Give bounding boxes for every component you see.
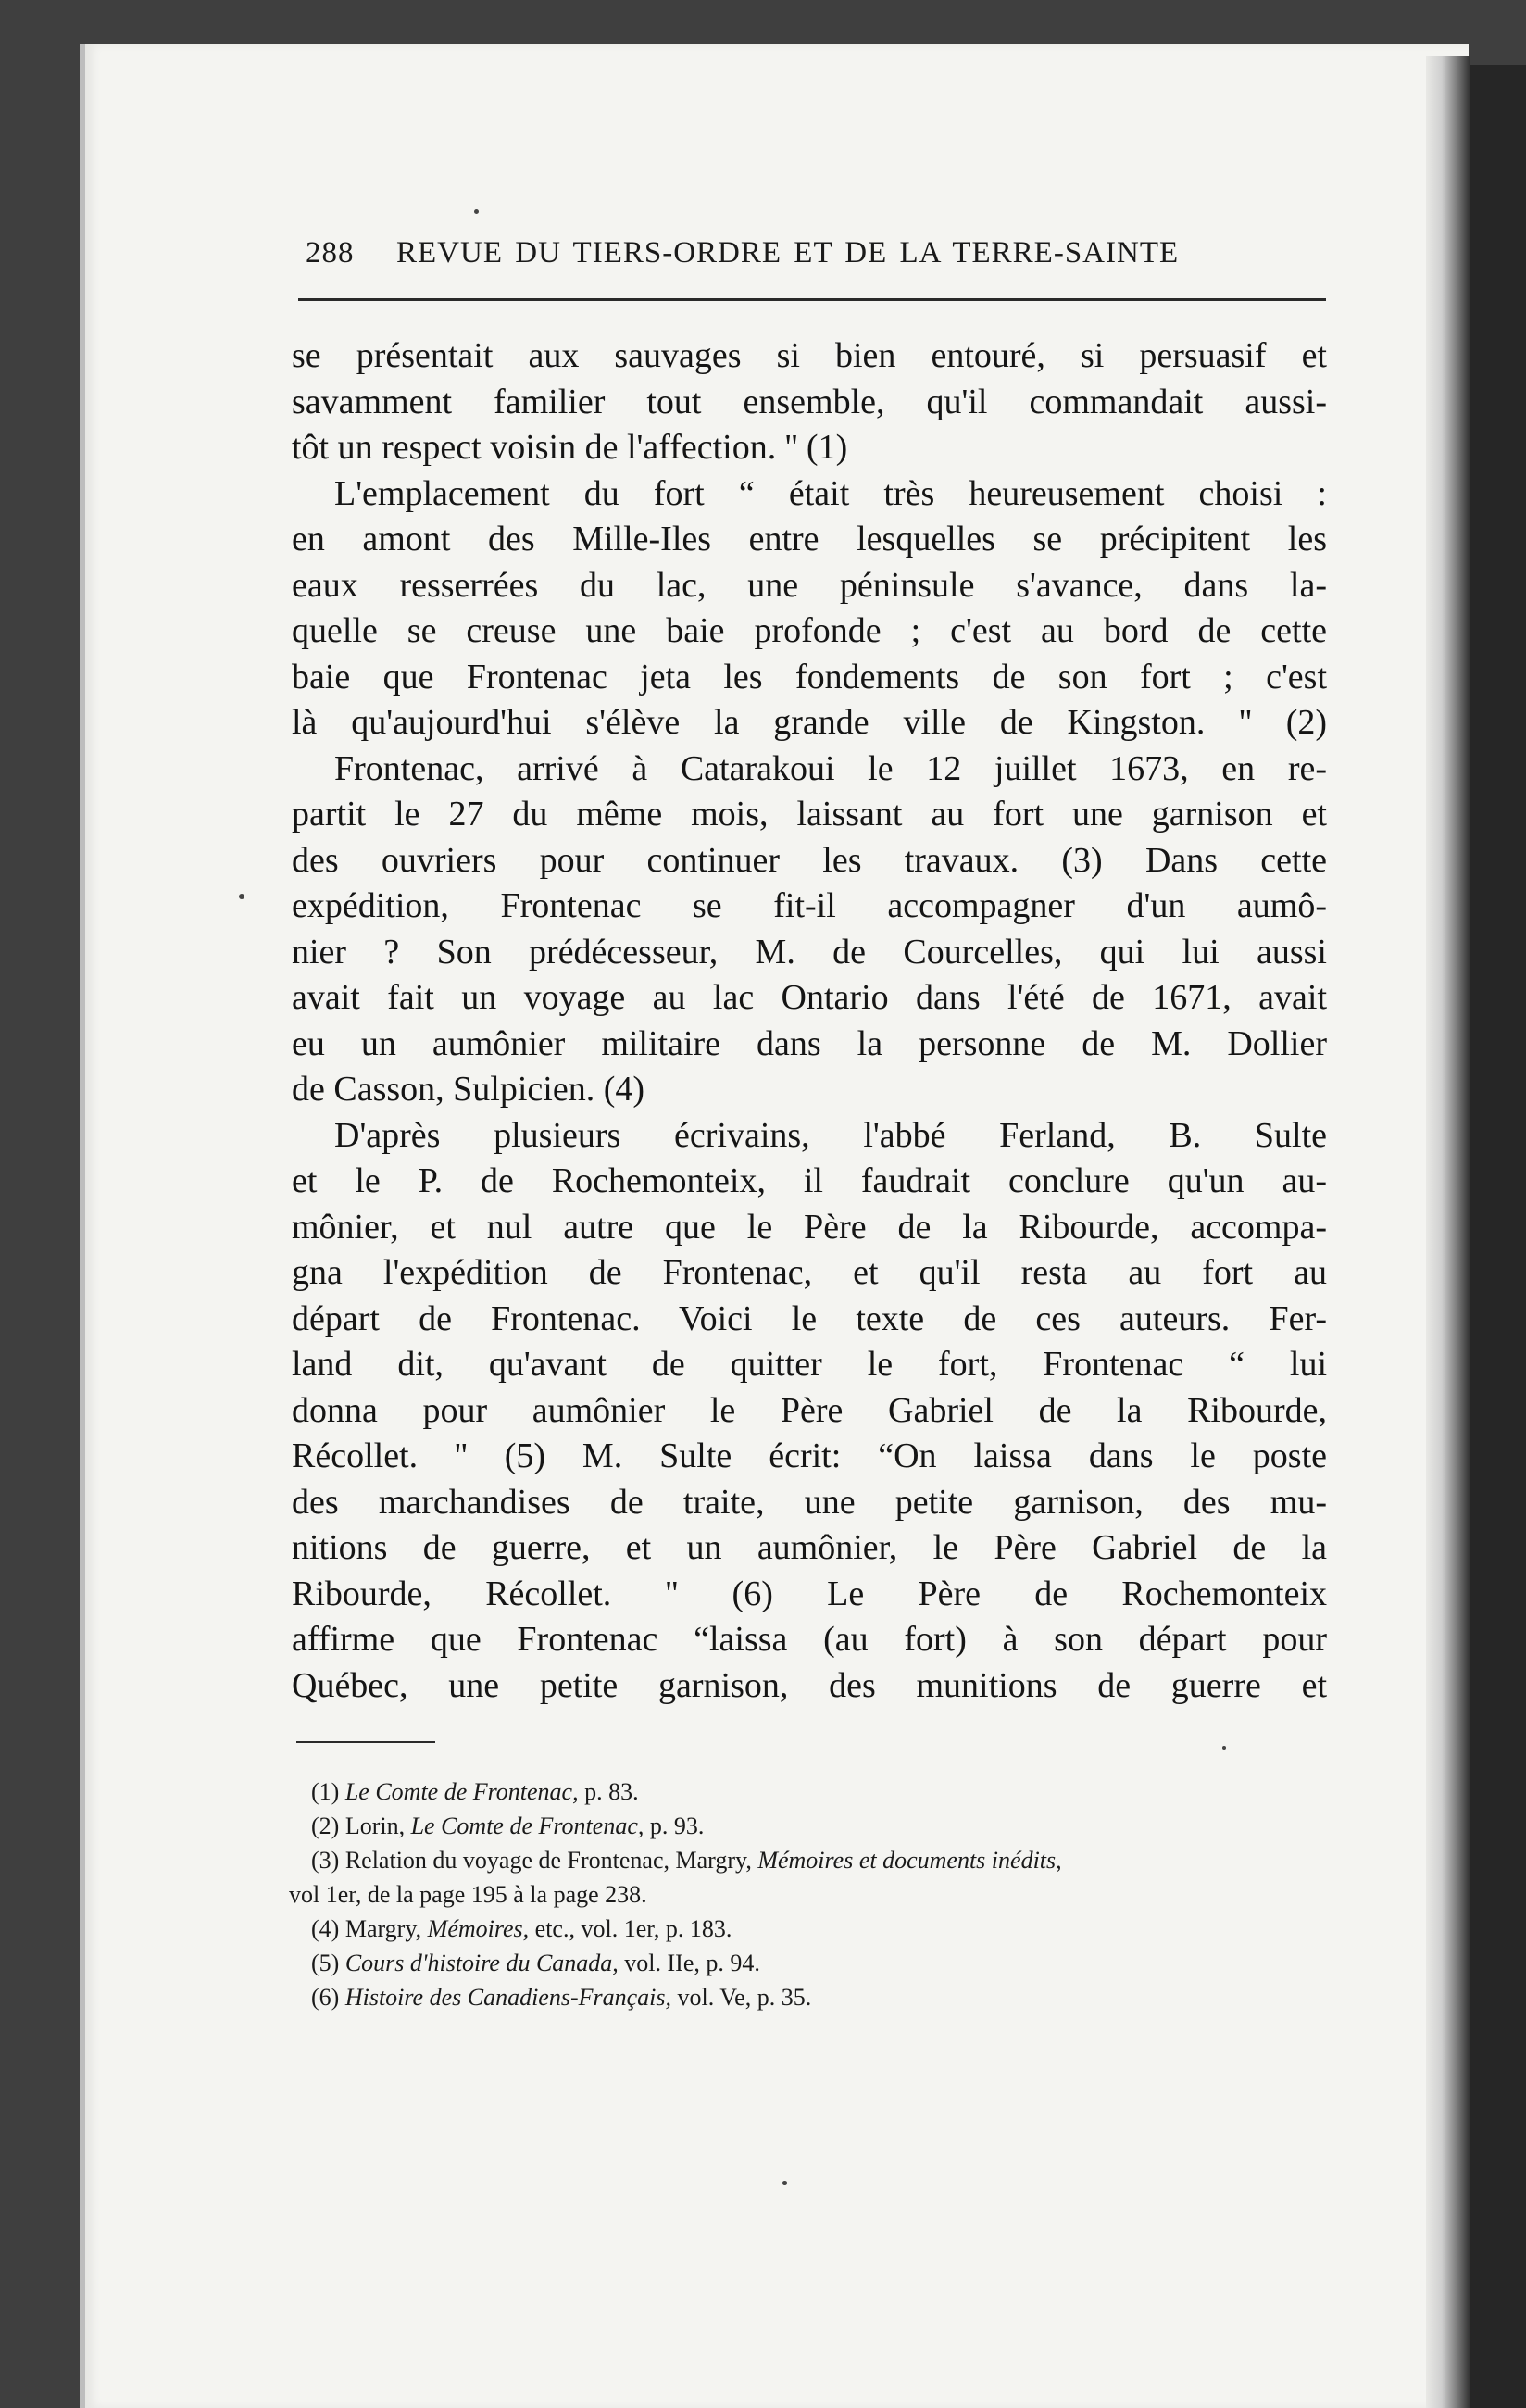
text-line: tôt un respect voisin de l'affection. '' (1): [292, 428, 848, 467]
text-line: D'après plusieurs écrivains, l'abbé Ferland, B. Sulte: [334, 1115, 1327, 1155]
text-line: savamment familier tout ensemble, qu'il commandait aussi-: [292, 382, 1327, 421]
running-header: [306, 236, 1324, 282]
text-line: et le P. de Rochemonteix, il faudrait conclure qu'un au-: [292, 1161, 1327, 1200]
footnote: [289, 1980, 1326, 2014]
footnote-number: (6): [311, 1984, 340, 2011]
text-line: là qu'aujourd'hui s'élève la grande ville de Kingston. '' (2): [292, 703, 1327, 742]
scan-speck: [1222, 1746, 1226, 1750]
footnote-number: (3): [311, 1847, 340, 1874]
scan-speck: [239, 894, 244, 899]
footnote: [289, 1912, 1326, 1946]
footnote-number: (2): [311, 1812, 340, 1839]
text-line: avait fait un voyage au lac Ontario dans l'été de 1671, avait: [292, 978, 1327, 1017]
text-line: partit le 27 du même mois, laissant au fort une garnison et: [292, 795, 1327, 834]
text-line: eu un aumônier militaire dans la personne de M. Dollier: [292, 1023, 1327, 1063]
footnote-title: Le Comte de Frontenac,: [410, 1812, 644, 1839]
text-line: Récollet. '' (5) M. Sulte écrit: “On laissa dans le poste: [292, 1436, 1327, 1475]
footnote: [289, 1946, 1326, 1980]
footnote-number: (1): [311, 1778, 340, 1805]
text-line: quelle se creuse une baie profonde ; c'est au bord de cette: [292, 611, 1327, 650]
footnote-continuation: vol 1er, de la page 195 à la page 238.: [289, 1881, 647, 1908]
text-line: de Casson, Sulpicien. (4): [292, 1070, 645, 1109]
footnote-title: Mémoires et documents inédits,: [757, 1847, 1062, 1874]
text-line: Ribourde, Récollet. '' (6) Le Père de Rochemonteix: [292, 1574, 1327, 1613]
footnote-text: Relation du voyage de Frontenac, Margry,: [344, 1847, 758, 1874]
footnote: [289, 1775, 1326, 1809]
body-text: [292, 333, 1327, 1709]
text-line: des marchandises de traite, une petite garnison, des mu-: [292, 1482, 1327, 1522]
text-line: Frontenac, arrivé à Catarakoui le 12 juillet 1673, en re-: [334, 748, 1327, 788]
text-line: expédition, Frontenac se fit-il accompagner d'un aumô-: [292, 886, 1327, 925]
footnote: [289, 1809, 1326, 1843]
footnote-text: p. 93.: [644, 1812, 705, 1839]
text-line: mônier, et nul autre que le Père de la Ribourde, accompa-: [292, 1207, 1327, 1247]
footnote-text: vol. IIe, p. 94.: [618, 1950, 760, 1976]
page-number: 288: [306, 236, 355, 270]
text-line: land dit, qu'avant de quitter le fort, Frontenac “ lui: [292, 1345, 1327, 1384]
text-line: eaux resserrées du lac, une péninsule s'avance, dans la-: [292, 565, 1327, 605]
text-line: L'emplacement du fort “ était très heureusement choisi :: [334, 473, 1327, 513]
header-rule: [298, 298, 1326, 301]
text-line: baie que Frontenac jeta les fondements de son fort ; c'est: [292, 657, 1327, 696]
footnote-text: vol. Ve, p. 35.: [671, 1984, 812, 2011]
footnote-text: etc., vol. 1er, p. 183.: [529, 1915, 732, 1942]
text-line: gna l'expédition de Frontenac, et qu'il resta au fort au: [292, 1253, 1327, 1292]
text-line: nitions de guerre, et un aumônier, le Père Gabriel de la: [292, 1528, 1327, 1567]
footnote-title: Le Comte de Frontenac,: [344, 1778, 579, 1805]
text-line: affirme que Frontenac “laissa (au fort) à son départ pour: [292, 1620, 1327, 1659]
text-line: donna pour aumônier le Père Gabriel de la Ribourde,: [292, 1390, 1327, 1430]
page-gutter: [1426, 56, 1470, 2408]
footnote-number: (5): [311, 1950, 340, 1976]
footnote-text: p. 83.: [578, 1778, 639, 1805]
footnotes: [289, 1775, 1326, 2014]
text-line: des ouvriers pour continuer les travaux. (3) Dans cette: [292, 840, 1327, 880]
text-line: nier ? Son prédécesseur, M. de Courcelles, qui lui aussi: [292, 932, 1327, 972]
footnote-rule: [296, 1741, 435, 1743]
running-title: REVUE DU TIERS-ORDRE ET DE LA TERRE-SAINTE: [396, 236, 1180, 270]
footnote-number: (4): [311, 1915, 340, 1942]
footnote-text: Margry,: [344, 1915, 428, 1942]
text-line: se présentait aux sauvages si bien entouré, si persuasif et: [292, 336, 1327, 375]
scan-edge: [1470, 65, 1526, 2408]
footnote-text: Lorin,: [344, 1812, 411, 1839]
text-line: en amont des Mille-Iles entre lesquelles se précipitent les: [292, 520, 1327, 558]
scan-speck: [474, 209, 479, 214]
footnote-title: Cours d'histoire du Canada,: [344, 1950, 619, 1976]
text-line: Québec, une petite garnison, des munitions de guerre et: [292, 1665, 1327, 1705]
text-line: départ de Frontenac. Voici le texte de ces auteurs. Fer-: [292, 1298, 1327, 1338]
footnote: [289, 1843, 1326, 1877]
footnote-title: Histoire des Canadiens-Français,: [344, 1984, 672, 2011]
scan-speck: [782, 2181, 787, 2185]
footnote-title: Mémoires,: [427, 1915, 530, 1942]
